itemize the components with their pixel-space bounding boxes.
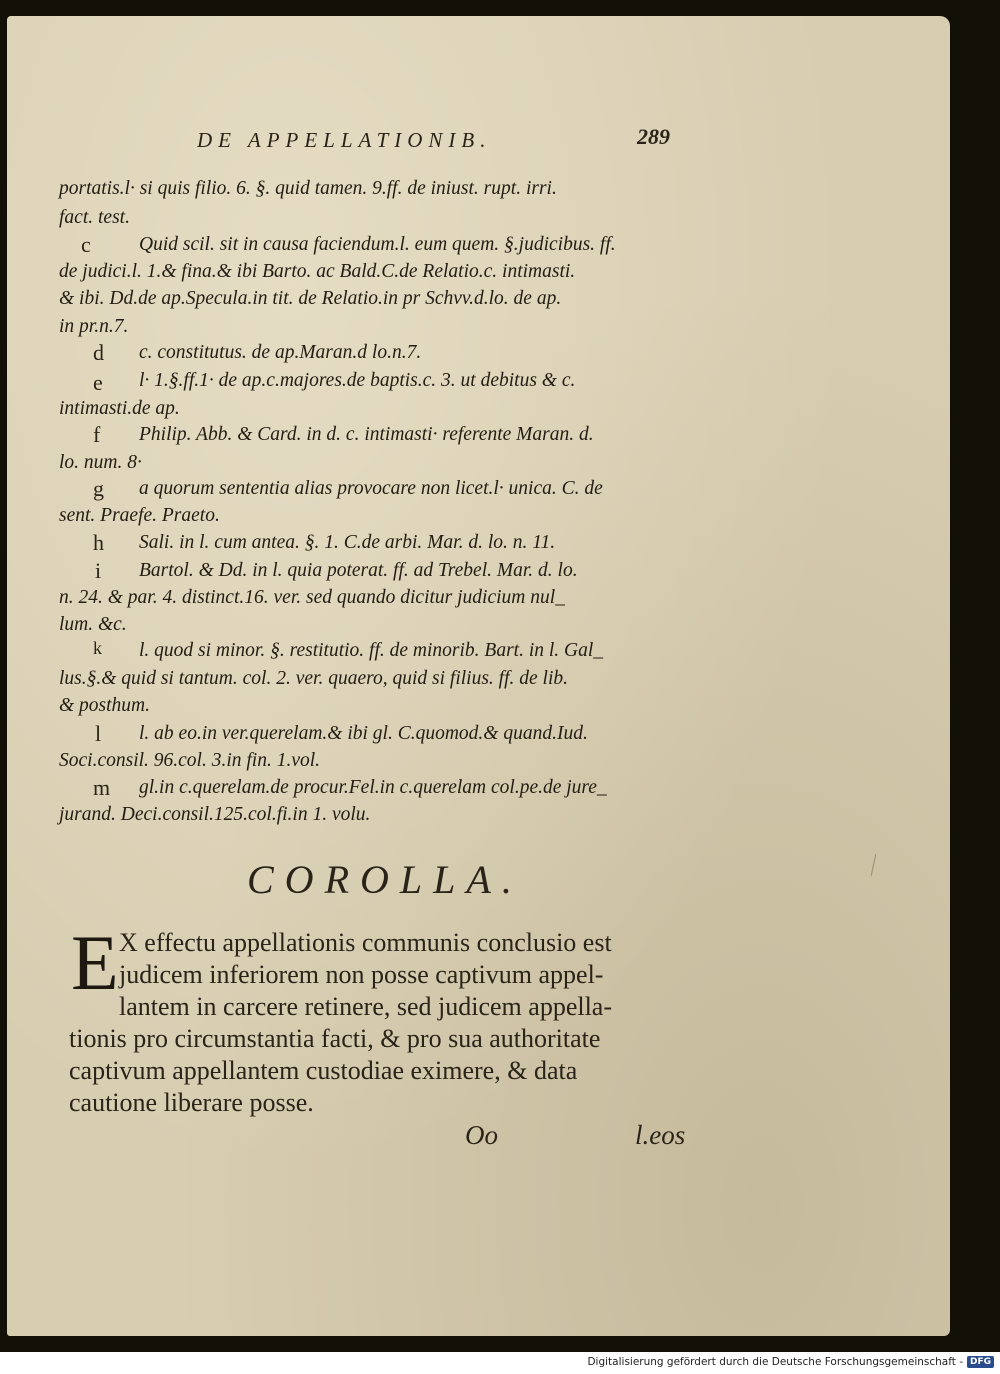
body-line: cautione liberare posse. <box>69 1088 314 1117</box>
digitization-credit <box>587 1356 994 1368</box>
note-line: & ibi. Dd.de ap.Specula.in tit. de Relatio.in pr Schvv.d.lo. de ap. <box>59 288 562 309</box>
body-line: tionis pro circumstantia facti, & pro sua authoritate <box>69 1024 601 1053</box>
note-line: Bartol. & Dd. in l. quia poterat. ff. ad Trebel. Mar. d. lo. <box>139 560 578 581</box>
note-line: c. constitutus. de ap.Maran.d lo.n.7. <box>139 342 422 363</box>
dfg-logo: DFG <box>967 1356 994 1368</box>
note-line: & posthum. <box>59 695 151 716</box>
note-letter: c <box>81 232 91 257</box>
body-line: captivum appellantem custodiae eximere, & data <box>69 1056 578 1085</box>
note-line: sent. Praefe. Praeto. <box>59 505 220 526</box>
note-line: l. quod si minor. §. restitutio. ff. de minorib. Bart. in l. Gal_ <box>139 640 604 661</box>
note-letter: g <box>93 476 104 501</box>
note-line: portatis.l· si quis filio. 6. §. quid tamen. 9.ff. de iniust. rupt. irri. <box>59 178 557 199</box>
body-line: lantem in carcere retinere, sed judicem appella- <box>119 992 613 1021</box>
running-title: DE APPELLATIONIB. <box>197 128 492 152</box>
note-letter: m <box>93 775 111 800</box>
note-letter: e <box>93 370 103 395</box>
note-line: lus.§.& quid si tantum. col. 2. ver. quaero, quid si filius. ff. de lib. <box>59 668 568 689</box>
note-line: Sali. in l. cum antea. §. 1. C.de arbi. Mar. d. lo. n. 11. <box>139 532 556 553</box>
body-line: X effectu appellationis communis conclusio est <box>119 928 612 957</box>
paper-mark <box>871 854 877 876</box>
note-letter: h <box>93 530 104 555</box>
drop-cap: E <box>71 919 119 1006</box>
note-line: intimasti.de ap. <box>59 398 180 419</box>
note-line: l· 1.§.ff.1· de ap.c.majores.de baptis.c. 3. ut debitus & c. <box>139 370 576 391</box>
signature-mark: Oo <box>465 1120 498 1150</box>
note-line: Soci.consil. 96.col. 3.in fin. 1.vol. <box>59 750 321 771</box>
note-line: Quid scil. sit in causa faciendum.l. eum quem. §.judicibus. ff. <box>139 234 616 255</box>
note-line: jurand. Deci.consil.125.col.fi.in 1. volu. <box>59 804 371 825</box>
note-letter: i <box>95 558 102 583</box>
note-line: in pr.n.7. <box>59 316 129 337</box>
note-line: lum. &c. <box>59 614 127 635</box>
note-line: a quorum sententia alias provocare non licet.l· unica. C. de <box>139 478 603 499</box>
note-letter: f <box>93 422 101 447</box>
note-letter: k <box>93 638 102 658</box>
note-line: n. 24. & par. 4. distinct.16. ver. sed quando dicitur judicium nul_ <box>59 587 565 608</box>
body-line: judicem inferiorem non posse captivum appel- <box>119 960 604 989</box>
book-page <box>7 16 950 1336</box>
note-line: l. ab eo.in ver.querelam.& ibi gl. C.quomod.& quand.Iud. <box>139 723 588 744</box>
page-number: 289 <box>637 124 670 149</box>
note-letter: d <box>93 340 104 365</box>
page-content <box>7 16 950 1336</box>
note-line: Philip. Abb. & Card. in d. c. intimasti· referente Maran. d. <box>139 424 594 445</box>
note-line: de judici.l. 1.& fina.& ibi Barto. ac Bald.C.de Relatio.c. intimasti. <box>59 261 576 282</box>
note-line: gl.in c.querelam.de procur.Fel.in c.querelam col.pe.de jure_ <box>139 777 607 798</box>
note-line: fact. test. <box>59 207 130 228</box>
note-line: lo. num. 8· <box>59 452 142 473</box>
credit-text: Digitalisierung gefördert durch die Deutsche Forschungsgemeinschaft - <box>587 1356 963 1368</box>
note-letter: l <box>95 721 102 746</box>
section-heading: COROLLA. <box>247 857 523 902</box>
catchword: l.eos <box>635 1120 686 1150</box>
